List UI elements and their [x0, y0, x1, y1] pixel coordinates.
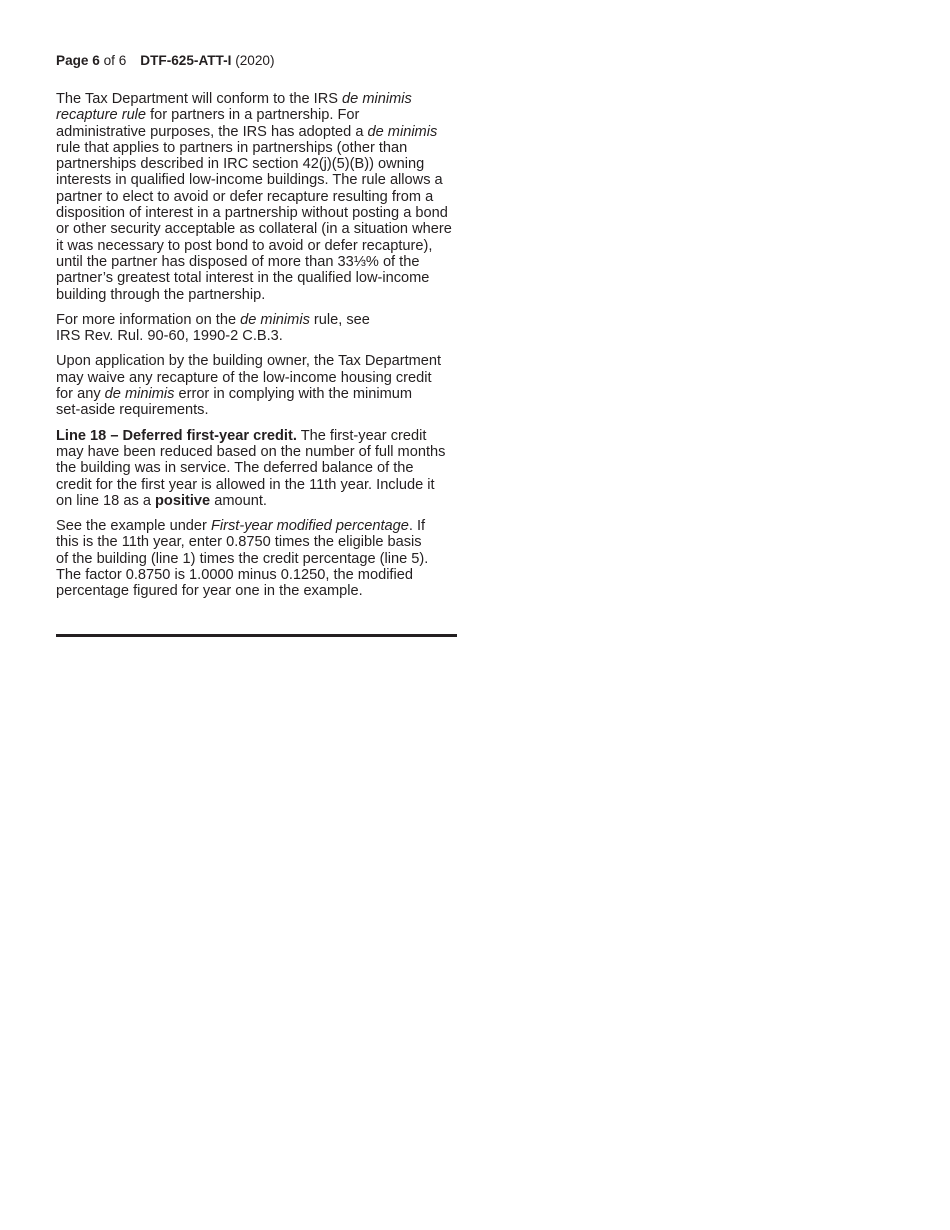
paragraph-example: See the example under First-year modified percentage. If this is the 11th year, enter 0.8750 times the eligible basis of the building (line 1) times the credit percentage (line 5). The factor 0.8750 is 1.0000 minus 0.1250, the modified percentage figured for year one in the example. [56, 518, 429, 600]
form-id: DTF-625-ATT-I [140, 53, 232, 68]
page-number: Page 6 [56, 53, 100, 68]
body-column [56, 91, 461, 609]
end-rule [56, 634, 457, 637]
paragraph-waiver: Upon application by the building owner, the Tax Department may waive any recapture of the low-income housing credit for any de minimis error in complying with the minimum set-aside requirements. [56, 353, 442, 419]
paragraph-more-information: For more information on the de minimis rule, see IRS Rev. Rul. 90-60, 1990-2 C.B.3. [56, 311, 370, 345]
page-header [56, 52, 275, 69]
form-year: (2020) [231, 53, 275, 68]
page-total: of 6 [99, 53, 127, 68]
paragraph-line-18: Line 18 – Deferred first-year credit. The first-year credit may have been reduced based on the number of full months the building was in service. The deferred balance of the credit for the first year is allowed in the 11th year. Include it on line 18 as a positive amount. [56, 427, 446, 509]
paragraph-de-minimis-rule: The Tax Department will conform to the IRS de minimis recapture rule for partners in a partnership. For administrative purposes, the IRS has adopted a de minimis rule that applies to partners in partnerships (other than partnerships described in IRC section 42(j)(5)(B)) owning interests in qualified low-income buildings. The rule allows a partner to elect to avoid or defer recapture resulting from a disposition of interest in a partnership without posting a bond or other security acceptable as collateral (in a situation where it was necessary to post bond to avoid or defer recapture), until the partner has disposed of more than 33⅓% of the partner’s greatest total interest in the qualified low-income building through the partnership. [56, 91, 452, 303]
line-18-heading: Line 18 – Deferred first-year credit. [56, 427, 297, 444]
